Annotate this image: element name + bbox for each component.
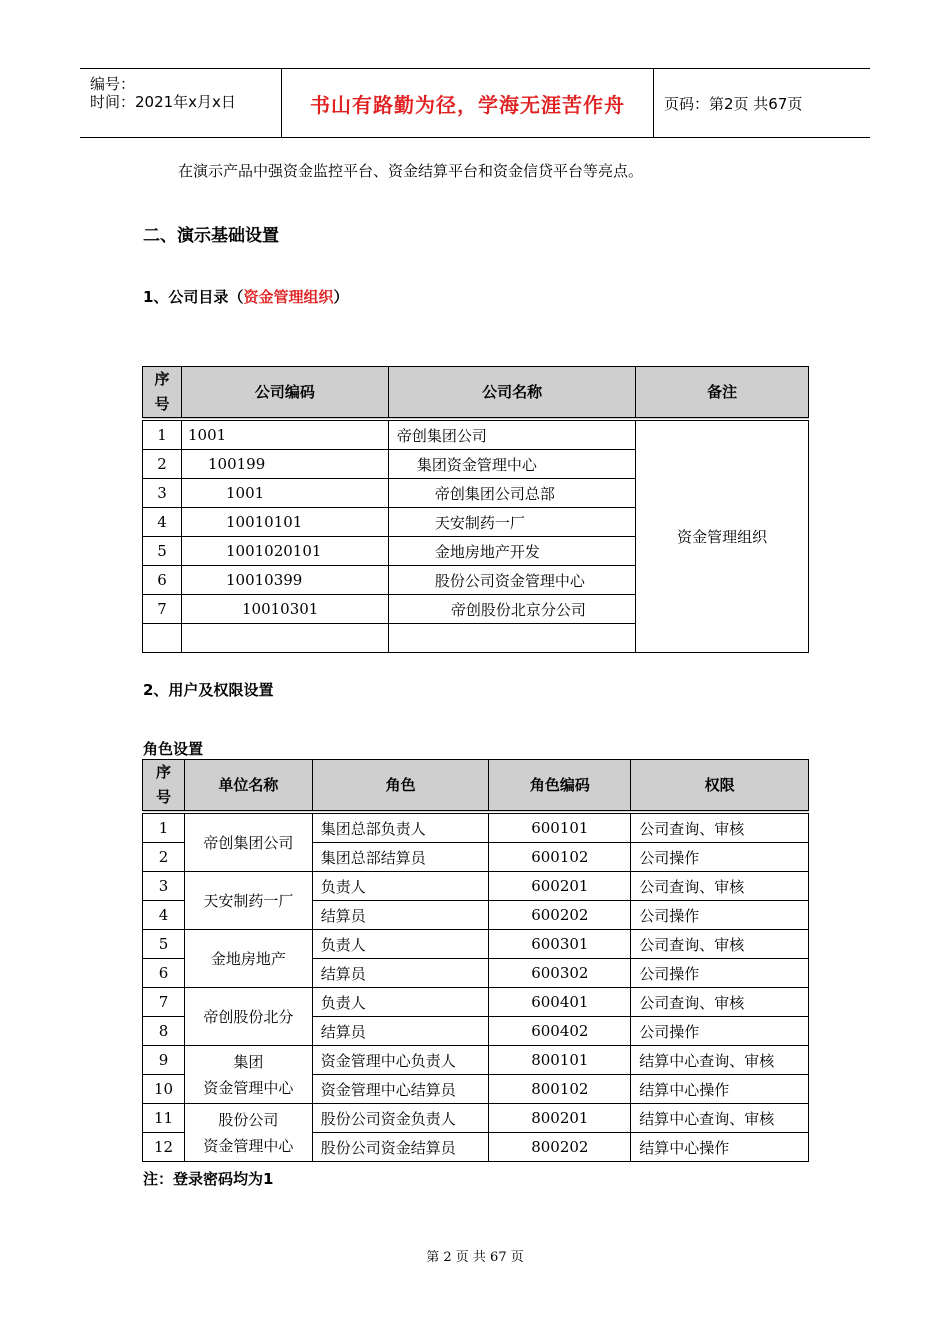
company-seq-cell xyxy=(143,624,182,653)
role-name-cell: 结算员 xyxy=(312,901,489,930)
company-code-cell: 1001 xyxy=(181,479,388,508)
role-table-row xyxy=(143,930,809,959)
role-table-header: 序号 xyxy=(143,760,185,813)
role-seq-cell: 2 xyxy=(143,843,185,872)
role-code-cell: 800202 xyxy=(489,1133,631,1162)
role-seq-cell: 11 xyxy=(143,1104,185,1133)
role-code-cell: 600102 xyxy=(489,843,631,872)
role-code-cell: 800201 xyxy=(489,1104,631,1133)
role-seq-cell: 12 xyxy=(143,1133,185,1162)
company-name-cell: 金地房地产开发 xyxy=(388,537,636,566)
role-perm-cell: 公司操作 xyxy=(631,843,809,872)
role-seq-cell: 10 xyxy=(143,1075,185,1104)
role-perm-cell: 公司查询、审核 xyxy=(631,988,809,1017)
role-seq-cell: 7 xyxy=(143,988,185,1017)
section-title: 二、演示基础设置 xyxy=(143,226,279,246)
company-code-cell xyxy=(181,624,388,653)
role-perm-cell: 结算中心查询、审核 xyxy=(631,1046,809,1075)
role-unit-cell: 帝创集团公司 xyxy=(184,812,312,872)
role-seq-cell: 8 xyxy=(143,1017,185,1046)
role-name-cell: 结算员 xyxy=(312,959,489,988)
role-perm-cell: 结算中心操作 xyxy=(631,1075,809,1104)
company-name-cell: 帝创股份北京分公司 xyxy=(388,595,636,624)
company-dir-title xyxy=(143,286,348,307)
company-table-header: 序号 xyxy=(143,367,182,420)
header-page-cell xyxy=(654,69,870,137)
role-name-cell: 负责人 xyxy=(312,930,489,959)
company-name-cell: 股份公司资金管理中心 xyxy=(388,566,636,595)
company-name-cell: 天安制药一厂 xyxy=(388,508,636,537)
company-table-header: 公司名称 xyxy=(388,367,636,420)
company-seq-cell: 7 xyxy=(143,595,182,624)
company-table-header: 备注 xyxy=(636,367,809,420)
role-code-cell: 600302 xyxy=(489,959,631,988)
header-meta xyxy=(80,69,282,137)
role-perm-cell: 公司操作 xyxy=(631,901,809,930)
role-perm-cell: 公司查询、审核 xyxy=(631,812,809,843)
role-table-header: 角色 xyxy=(312,760,489,813)
company-name-cell: 集团资金管理中心 xyxy=(388,450,636,479)
company-dir-title-prefix: 1、公司目录（ xyxy=(143,288,244,306)
password-note: 注：登录密码均为1 xyxy=(143,1170,274,1188)
company-code-cell: 10010101 xyxy=(181,508,388,537)
role-perm-cell: 结算中心查询、审核 xyxy=(631,1104,809,1133)
role-perm-cell: 公司操作 xyxy=(631,1017,809,1046)
role-table-header: 角色编码 xyxy=(489,760,631,813)
role-perm-cell: 公司查询、审核 xyxy=(631,930,809,959)
role-perm-cell: 公司操作 xyxy=(631,959,809,988)
role-name-cell: 资金管理中心结算员 xyxy=(312,1075,489,1104)
role-code-cell: 800102 xyxy=(489,1075,631,1104)
role-table-header: 单位名称 xyxy=(184,760,312,813)
page-header xyxy=(80,68,870,138)
role-table-row xyxy=(143,988,809,1017)
company-seq-cell: 4 xyxy=(143,508,182,537)
role-name-cell: 负责人 xyxy=(312,872,489,901)
role-seq-cell: 6 xyxy=(143,959,185,988)
role-table-row xyxy=(143,812,809,843)
company-table xyxy=(142,366,809,653)
role-code-cell: 600202 xyxy=(489,901,631,930)
role-name-cell: 结算员 xyxy=(312,1017,489,1046)
role-table-row xyxy=(143,1104,809,1133)
role-name-cell: 股份公司资金负责人 xyxy=(312,1104,489,1133)
company-name-cell: 帝创集团公司 xyxy=(388,419,636,450)
doc-time: 时间：2021年x月x日 xyxy=(90,93,236,111)
company-seq-cell: 3 xyxy=(143,479,182,508)
role-unit-cell: 金地房地产 xyxy=(184,930,312,988)
role-unit-cell: 帝创股份北分 xyxy=(184,988,312,1046)
role-code-cell: 600402 xyxy=(489,1017,631,1046)
role-code-cell: 800101 xyxy=(489,1046,631,1075)
header-motto-cell xyxy=(282,69,654,137)
role-name-cell: 集团总部结算员 xyxy=(312,843,489,872)
role-table-row xyxy=(143,1046,809,1075)
role-code-cell: 600201 xyxy=(489,872,631,901)
company-code-cell: 100199 xyxy=(181,450,388,479)
role-unit-cell: 股份公司 资金管理中心 xyxy=(184,1104,312,1162)
role-table-header: 权限 xyxy=(631,760,809,813)
role-seq-cell: 4 xyxy=(143,901,185,930)
company-table-header: 公司编码 xyxy=(181,367,388,420)
role-table xyxy=(142,759,809,1162)
role-seq-cell: 5 xyxy=(143,930,185,959)
role-table-row xyxy=(143,872,809,901)
company-dir-title-highlight: 资金管理组织 xyxy=(243,288,334,306)
role-code-cell: 600401 xyxy=(489,988,631,1017)
company-code-cell: 1001020101 xyxy=(181,537,388,566)
company-name-cell xyxy=(388,624,636,653)
role-code-cell: 600101 xyxy=(489,812,631,843)
role-seq-cell: 1 xyxy=(143,812,185,843)
company-name-cell: 帝创集团公司总部 xyxy=(388,479,636,508)
role-name-cell: 负责人 xyxy=(312,988,489,1017)
role-name-cell: 股份公司资金结算员 xyxy=(312,1133,489,1162)
role-unit-cell: 天安制药一厂 xyxy=(184,872,312,930)
doc-code-label: 编号： xyxy=(90,75,136,93)
company-code-cell: 10010301 xyxy=(181,595,388,624)
company-code-cell: 1001 xyxy=(181,419,388,450)
company-seq-cell: 5 xyxy=(143,537,182,566)
company-dir-title-suffix: ） xyxy=(333,288,349,306)
role-name-cell: 集团总部负责人 xyxy=(312,812,489,843)
company-seq-cell: 6 xyxy=(143,566,182,595)
intro-paragraph: 在演示产品中强资金监控平台、资金结算平台和资金信贷平台等亮点。 xyxy=(178,162,644,180)
role-unit-cell: 集团 资金管理中心 xyxy=(184,1046,312,1104)
role-seq-cell: 3 xyxy=(143,872,185,901)
company-remark-cell: 资金管理组织 xyxy=(636,419,809,653)
company-seq-cell: 2 xyxy=(143,450,182,479)
header-page-info: 页码：第2页 共67页 xyxy=(664,94,803,113)
role-seq-cell: 9 xyxy=(143,1046,185,1075)
company-table-row xyxy=(143,419,809,450)
company-code-cell: 10010399 xyxy=(181,566,388,595)
page-footer: 第 2 页 共 67 页 xyxy=(426,1250,524,1265)
role-name-cell: 资金管理中心负责人 xyxy=(312,1046,489,1075)
role-title: 角色设置 xyxy=(143,740,204,758)
header-motto: 书山有路勤为径，学海无涯苦作舟 xyxy=(310,92,625,117)
company-seq-cell: 1 xyxy=(143,419,182,450)
users-title: 2、用户及权限设置 xyxy=(143,681,274,699)
role-code-cell: 600301 xyxy=(489,930,631,959)
role-perm-cell: 公司查询、审核 xyxy=(631,872,809,901)
role-perm-cell: 结算中心操作 xyxy=(631,1133,809,1162)
